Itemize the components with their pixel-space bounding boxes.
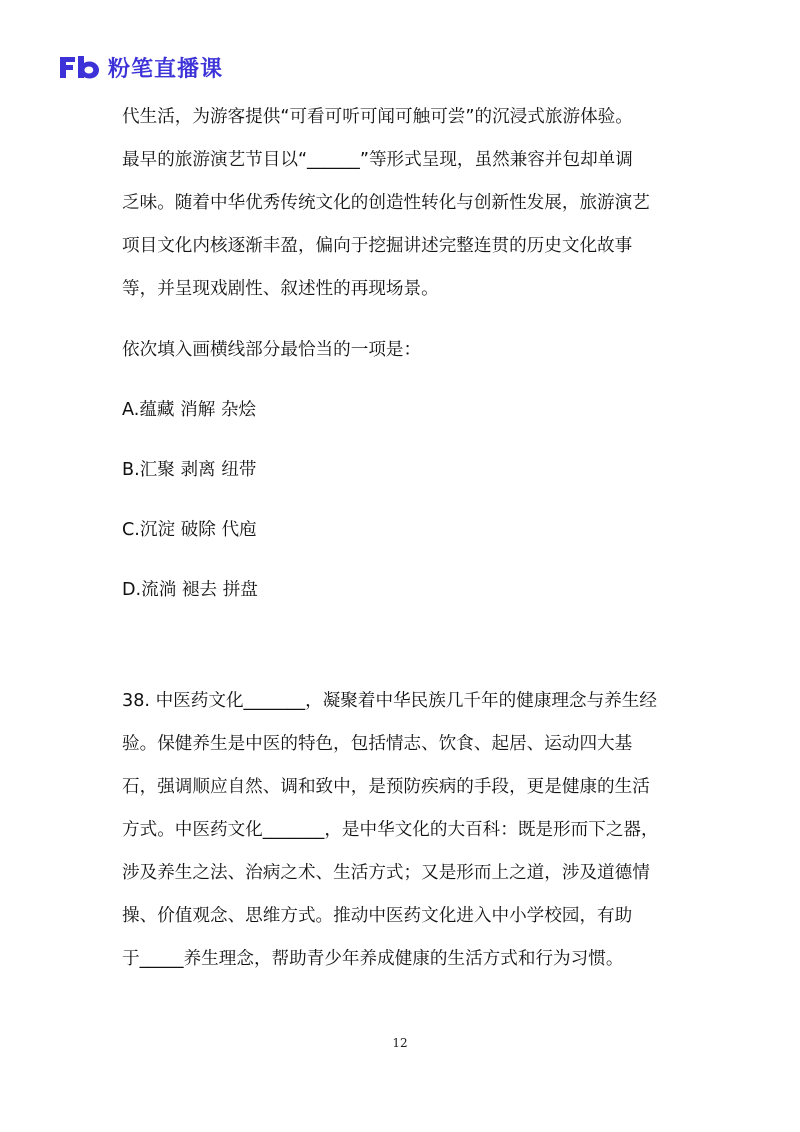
passage-line: 项目文化内核逐渐丰盈，偏向于挖掘讲述完整连贯的历史文化故事 bbox=[122, 236, 633, 256]
document-body bbox=[122, 96, 682, 981]
passage-line: 最早的旅游演艺节目以“______”等形式呈现，虽然兼容并包却单调 bbox=[122, 150, 633, 170]
page-number: 12 bbox=[392, 1036, 408, 1050]
fenbi-logo-icon bbox=[58, 54, 102, 80]
option-b: B.汇聚 剥离 纽带 bbox=[122, 460, 257, 480]
passage-37 bbox=[122, 96, 682, 311]
passage-line: 石，强调顺应自然、调和致中，是预防疾病的手段，更是健康的生活 bbox=[122, 777, 650, 797]
passage-line: 操、价值观念、思维方式。推动中医药文化进入中小学校园，有助 bbox=[122, 906, 633, 926]
passage-line: 于_____养生理念，帮助青少年养成健康的生活方式和行为习惯。 bbox=[122, 949, 624, 969]
brand-name: 粉笔直播课 bbox=[108, 56, 224, 82]
passage-line: 方式。中医药文化_______，是中华文化的大百科：既是形而下之器， bbox=[122, 820, 659, 840]
question-prompt: 依次填入画横线部分最恰当的一项是： bbox=[122, 340, 422, 360]
passage-line: 乏味。随着中华优秀传统文化的创造性转化与创新性发展，旅游演艺 bbox=[122, 193, 650, 213]
passage-line: 代生活，为游客提供“可看可听可闻可触可尝”的沉浸式旅游体验。 bbox=[122, 107, 633, 127]
option-a: A.蕴藏 消解 杂烩 bbox=[122, 400, 257, 420]
passage-line: 38. 中医药文化_______，凝聚着中华民族几千年的健康理念与养生经 bbox=[122, 691, 657, 711]
option-d: D.流淌 褪去 拼盘 bbox=[122, 580, 258, 600]
brand-header bbox=[58, 52, 223, 82]
passage-line: 等，并呈现戏剧性、叙述性的再现场景。 bbox=[122, 279, 439, 299]
passage-38 bbox=[122, 680, 682, 981]
option-c: C.沉淀 破除 代庖 bbox=[122, 520, 257, 540]
passage-line: 涉及养生之法、治病之术、生活方式；又是形而上之道，涉及道德情 bbox=[122, 863, 650, 883]
passage-line: 验。保健养生是中医的特色，包括情志、饮食、起居、运动四大基 bbox=[122, 734, 633, 754]
